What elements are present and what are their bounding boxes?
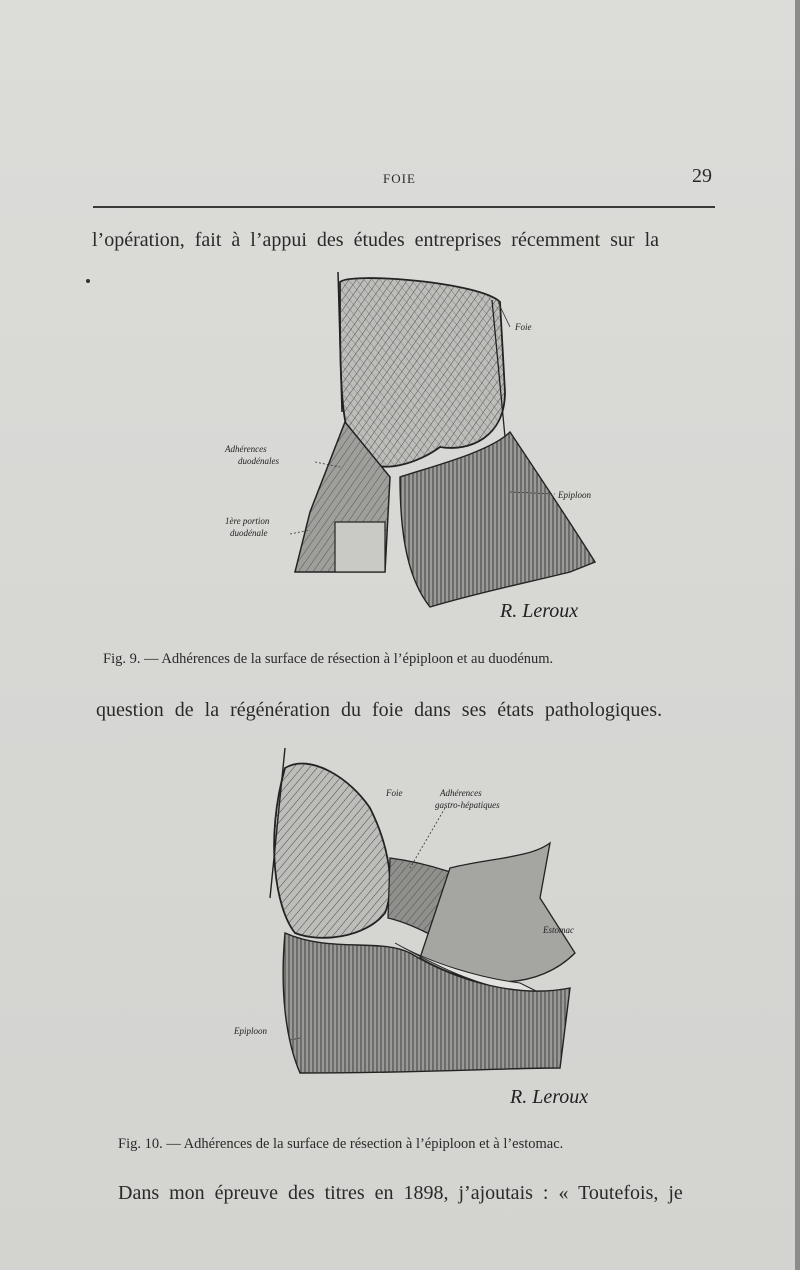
label-adherences: Adhérences [225, 444, 267, 454]
ink-speck [86, 279, 90, 283]
running-header: FOIE [383, 171, 416, 186]
label-estomac: Estomac [543, 925, 574, 935]
header-rule [93, 206, 715, 208]
label-epiploon: Epiploon [234, 1026, 267, 1036]
label-portion: 1ère portion [225, 516, 270, 526]
figure-9-caption: Fig. 9. — Adhérences de la surface de résection à l’épiploon et au duodénum. [103, 651, 554, 667]
page-number: 29 [692, 165, 712, 187]
figure-10-illustration [234, 738, 620, 1128]
label-gastro-hepatiques: gastro-hépatiques [435, 800, 500, 810]
body-text-line-2: question de la régénération du foie dans ses états pathologiques. [96, 699, 663, 721]
label-duodenale: duodénale [230, 528, 268, 538]
body-text-line-3: Dans mon épreuve des titres en 1898, j’ajoutais : « Toutefois, je [118, 1182, 683, 1204]
label-epiploon: Epiploon [558, 490, 591, 500]
label-duodenales: duodénales [238, 456, 279, 466]
liver-lobe-drawing [270, 748, 390, 938]
label-adherences: Adhérences [440, 788, 482, 798]
omentum-drawing [400, 432, 595, 607]
artist-signature: R. Leroux [510, 1086, 589, 1108]
body-text-line-1: l’opération, fait à l’appui des études entreprises récemment sur la [92, 229, 660, 251]
page-edge [795, 0, 800, 1270]
figure-10-caption: Fig. 10. — Adhérences de la surface de résection à l’épiploon et à l’estomac. [118, 1136, 564, 1152]
label-foie: Foie [515, 322, 532, 332]
artist-signature: R. Leroux [500, 600, 579, 622]
label-foie: Foie [386, 788, 403, 798]
liver-lobe-drawing [338, 272, 505, 467]
figure-9-illustration [200, 262, 620, 642]
